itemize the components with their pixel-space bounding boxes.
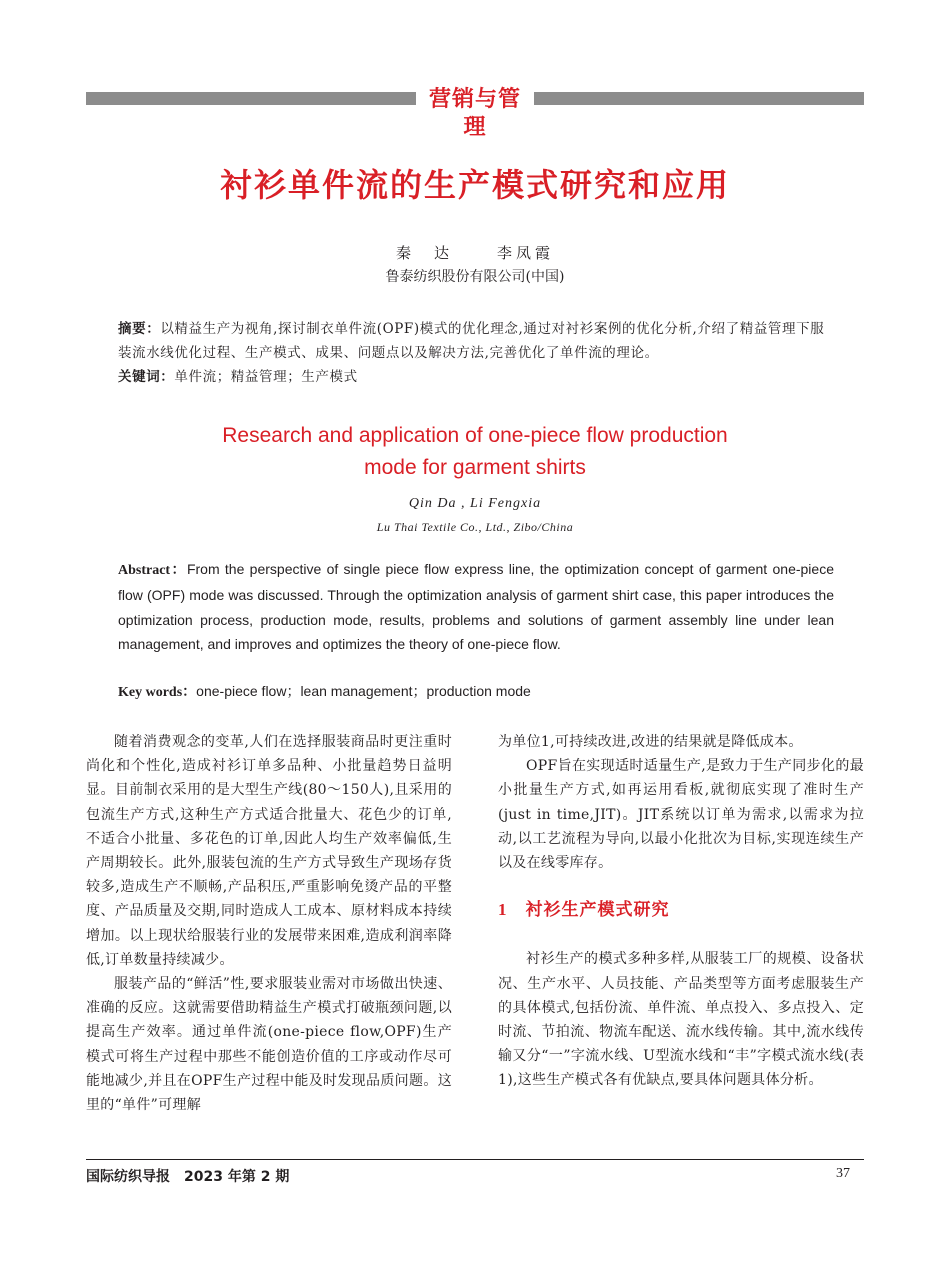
banner-bar-right: [534, 92, 864, 105]
keywords-cn: [118, 365, 838, 389]
body-paragraph: 随着消费观念的变革,人们在选择服装商品时更注重时尚化和个性化,造成衬衫订单多品种、小批量趋势日益明显。目前制衣采用的是大型生产线(80～150人),且采用的包流生产方式,这种生产方式适合批量大、花色少的订单,不适合小批量、多花色的订单,因此人均生产效率偏低,生产周期较长。此外,服装包流的生产方式导致生产现场存货较多,造成生产不顺畅,产品积压,严重影响免烫产品的平整度、产品质量及交期,同时造成人工成本、原材料成本持续增加。以上现状给服装行业的发展带来困难,造成利润率降低,订单数量持续减少。: [86, 734, 452, 968]
abstract-en-label: Abstract：: [118, 563, 187, 578]
author-1-cn: 秦 达: [395, 244, 453, 262]
author-2-cn: 李凤霞: [497, 244, 555, 262]
abstract-cn-text: 以精益生产为视角,探讨制衣单件流(OPF)模式的优化理念,通过对衬衫案例的优化分析,介绍了精益管理下服装流水线优化过程、生产模式、成果、问题点以及解决方法,完善优化了单件流的理论。: [118, 321, 825, 361]
footer-journal: 国际纺织导报 2023 年第 2 期: [86, 1169, 290, 1185]
abstract-en-text: From the perspective of single piece flow express line, the optimization concept of garment one-piece flow (OPF) mode was discussed. Through the optimization analysis of garment shirt case, this paper introduces the optimization process, production mode, results, problems and solutions of garment assembly line under lean management, and improves and optimizes the theory of one-piece flow.: [118, 561, 834, 653]
article-title-cn: 衬衫单件流的生产模式研究和应用: [219, 166, 730, 204]
body-column-right: [498, 730, 864, 1093]
authors-en: Qin Da , Li Fengxia: [408, 496, 542, 511]
keywords-en-label: Key words：: [118, 685, 197, 700]
keywords-en-text: one-piece flow；lean management；production mode: [196, 683, 531, 699]
keywords-cn-label: 关键词：: [118, 369, 175, 385]
page-number: 37: [836, 1166, 850, 1181]
abstract-cn: [118, 317, 838, 365]
article-title-en: [0, 420, 950, 484]
column-label: 营销与管理: [428, 87, 521, 140]
abstract-cn-label: 摘要：: [118, 321, 161, 337]
footer-divider: [86, 1159, 864, 1160]
title-en-line-2: mode for garment shirts: [364, 456, 586, 479]
authors-cn: [0, 242, 950, 263]
abstract-en: [118, 557, 834, 657]
body-paragraph: 服装产品的“鲜活”性,要求服装业需对市场做出快速、准确的反应。这就需要借助精益生产模式打破瓶颈问题,以提高生产效率。通过单件流(one-piece flow,OPF)生产模式可将生产过程中那些不能创造价值的工序或动作尽可能地减少,并且在OPF生产过程中能及时发现品质问题。这里的“单件”可理解: [86, 976, 452, 1114]
abstract-cn-block: [118, 317, 838, 389]
section-heading: [498, 898, 864, 922]
section-number: 1: [498, 900, 508, 920]
column-banner: [86, 86, 864, 140]
body-column-left: [86, 730, 452, 1117]
banner-bar-left: [86, 92, 416, 105]
section-title: 衬衫生产模式研究: [525, 900, 670, 921]
keywords-en: [118, 679, 834, 705]
title-en-line-1: Research and application of one-piece flow production: [222, 424, 728, 447]
body-paragraph: OPF旨在实现适时适量生产,是致力于生产同步化的最小批量生产方式,如再运用看板,就彻底实现了准时生产(just in time,JIT)。JIT系统以订单为需求,以需求为拉动,以工艺流程为导向,以最小化批次为目标,实现连续生产以及在线零库存。: [498, 758, 864, 872]
affiliation-en: Lu Thai Textile Co., Ltd., Zibo/China: [376, 520, 574, 534]
body-paragraph-continuation: 为单位1,可持续改进,改进的结果就是降低成本。: [498, 734, 803, 750]
keywords-cn-text: 单件流；精益管理；生产模式: [174, 369, 358, 385]
body-paragraph: 衬衫生产的模式多种多样,从服装工厂的规模、设备状况、生产水平、人员技能、产品类型等方面考虑服装生产的具体模式,包括份流、单件流、单点投入、多点投入、定时流、节拍流、物流车配送、流水线传输。其中,流水线传输又分“一”字流水线、U型流水线和“丰”字模式流水线(表1),这些生产模式各有优缺点,要具体问题具体分析。: [498, 951, 864, 1089]
affiliation-cn: 鲁泰纺织股份有限公司(中国): [385, 269, 565, 285]
